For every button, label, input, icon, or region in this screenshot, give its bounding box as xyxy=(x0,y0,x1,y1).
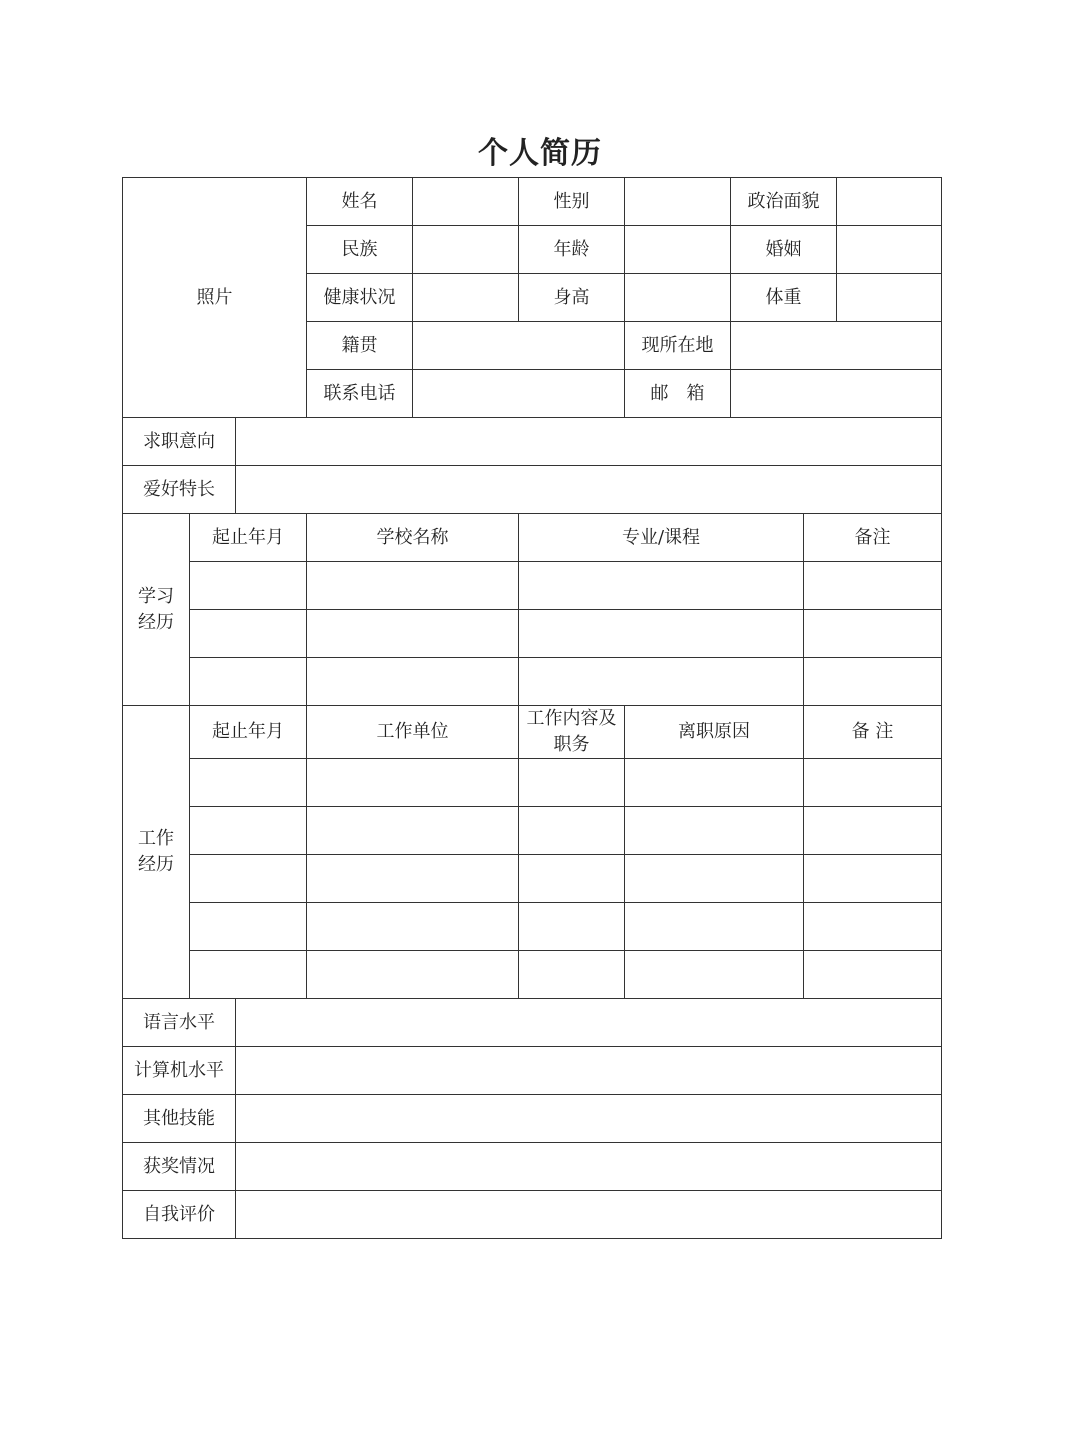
education-section-label xyxy=(123,514,190,706)
language-row xyxy=(123,999,942,1047)
computer-label: 计算机水平 xyxy=(123,1047,236,1095)
other-skills-row xyxy=(123,1095,942,1143)
awards-row xyxy=(123,1143,942,1191)
job-intention-row xyxy=(123,418,942,466)
education-label-line2: 经历 xyxy=(138,611,174,633)
name-label: 姓名 xyxy=(307,178,413,226)
work-cell[interactable] xyxy=(307,759,519,807)
phone-label: 联系电话 xyxy=(307,370,413,418)
education-row xyxy=(123,610,942,658)
weight-field[interactable] xyxy=(837,274,942,322)
education-cell[interactable] xyxy=(519,610,804,658)
work-row xyxy=(123,951,942,999)
education-cell[interactable] xyxy=(804,658,942,706)
work-cell[interactable] xyxy=(190,855,307,903)
hobbies-field[interactable] xyxy=(236,466,942,514)
education-cell[interactable] xyxy=(519,562,804,610)
ethnicity-field[interactable] xyxy=(413,226,519,274)
education-label-line1: 学习 xyxy=(138,585,174,607)
education-header: 备注 xyxy=(804,514,942,562)
education-cell[interactable] xyxy=(190,562,307,610)
weight-label: 体重 xyxy=(731,274,837,322)
computer-row xyxy=(123,1047,942,1095)
education-cell[interactable] xyxy=(804,562,942,610)
work-header-row xyxy=(123,706,942,759)
work-row xyxy=(123,903,942,951)
age-label: 年龄 xyxy=(519,226,625,274)
work-row xyxy=(123,807,942,855)
email-field[interactable] xyxy=(731,370,942,418)
language-label: 语言水平 xyxy=(123,999,236,1047)
resume-table xyxy=(122,177,942,1239)
hometown-field[interactable] xyxy=(413,322,625,370)
education-header: 学校名称 xyxy=(307,514,519,562)
hobbies-row xyxy=(123,466,942,514)
work-cell[interactable] xyxy=(519,807,625,855)
current-location-label: 现所在地 xyxy=(625,322,731,370)
education-cell[interactable] xyxy=(519,658,804,706)
self-evaluation-label: 自我评价 xyxy=(123,1191,236,1239)
marriage-label: 婚姻 xyxy=(731,226,837,274)
awards-field[interactable] xyxy=(236,1143,942,1191)
work-label-line2: 经历 xyxy=(138,854,174,875)
work-header: 工作内容及职务 xyxy=(519,706,625,759)
height-label: 身高 xyxy=(519,274,625,322)
political-status-label: 政治面貌 xyxy=(731,178,837,226)
computer-field[interactable] xyxy=(236,1047,942,1095)
name-field[interactable] xyxy=(413,178,519,226)
work-cell[interactable] xyxy=(190,807,307,855)
work-cell[interactable] xyxy=(804,855,942,903)
language-field[interactable] xyxy=(236,999,942,1047)
education-cell[interactable] xyxy=(307,610,519,658)
work-cell[interactable] xyxy=(190,759,307,807)
ethnicity-label: 民族 xyxy=(307,226,413,274)
education-header: 起止年月 xyxy=(190,514,307,562)
gender-label: 性别 xyxy=(519,178,625,226)
photo-cell[interactable]: 照片 xyxy=(123,178,307,418)
education-cell[interactable] xyxy=(190,658,307,706)
marriage-field[interactable] xyxy=(837,226,942,274)
gender-field[interactable] xyxy=(625,178,731,226)
awards-label: 获奖情况 xyxy=(123,1143,236,1191)
work-cell[interactable] xyxy=(625,759,804,807)
work-cell[interactable] xyxy=(804,903,942,951)
education-row xyxy=(123,562,942,610)
work-header: 离职原因 xyxy=(625,706,804,759)
work-header: 起止年月 xyxy=(190,706,307,759)
work-row xyxy=(123,855,942,903)
work-cell[interactable] xyxy=(307,855,519,903)
work-cell[interactable] xyxy=(307,903,519,951)
self-evaluation-field[interactable] xyxy=(236,1191,942,1239)
phone-field[interactable] xyxy=(413,370,625,418)
job-intention-label: 求职意向 xyxy=(123,418,236,466)
current-location-field[interactable] xyxy=(731,322,942,370)
email-label: 邮 箱 xyxy=(625,370,731,418)
work-cell[interactable] xyxy=(190,951,307,999)
page-title: 个人简历 xyxy=(478,136,602,171)
work-cell[interactable] xyxy=(519,951,625,999)
work-cell[interactable] xyxy=(625,903,804,951)
other-skills-label: 其他技能 xyxy=(123,1095,236,1143)
education-cell[interactable] xyxy=(190,610,307,658)
basic-row-1 xyxy=(123,178,942,226)
work-cell[interactable] xyxy=(307,951,519,999)
work-cell[interactable] xyxy=(519,855,625,903)
self-evaluation-row xyxy=(123,1191,942,1239)
work-cell[interactable] xyxy=(519,903,625,951)
hobbies-label: 爱好特长 xyxy=(123,466,236,514)
work-cell[interactable] xyxy=(625,855,804,903)
education-cell[interactable] xyxy=(307,562,519,610)
other-skills-field[interactable] xyxy=(236,1095,942,1143)
work-cell[interactable] xyxy=(307,807,519,855)
work-cell[interactable] xyxy=(519,759,625,807)
education-cell[interactable] xyxy=(307,658,519,706)
work-header: 工作单位 xyxy=(307,706,519,759)
work-header: 备 注 xyxy=(804,706,942,759)
work-cell[interactable] xyxy=(804,951,942,999)
education-cell[interactable] xyxy=(804,610,942,658)
education-header-row xyxy=(123,514,942,562)
education-header: 专业/课程 xyxy=(519,514,804,562)
work-cell[interactable] xyxy=(625,951,804,999)
hometown-label: 籍贯 xyxy=(307,322,413,370)
work-cell[interactable] xyxy=(804,807,942,855)
work-cell[interactable] xyxy=(804,759,942,807)
work-row xyxy=(123,759,942,807)
work-cell[interactable] xyxy=(190,903,307,951)
height-field[interactable] xyxy=(625,274,731,322)
age-field[interactable] xyxy=(625,226,731,274)
health-label: 健康状况 xyxy=(307,274,413,322)
political-status-field[interactable] xyxy=(837,178,942,226)
work-section-label xyxy=(123,706,190,999)
job-intention-field[interactable] xyxy=(236,418,942,466)
education-row xyxy=(123,658,942,706)
work-cell[interactable] xyxy=(625,807,804,855)
work-label-line1: 工作 xyxy=(138,828,174,849)
health-field[interactable] xyxy=(413,274,519,322)
